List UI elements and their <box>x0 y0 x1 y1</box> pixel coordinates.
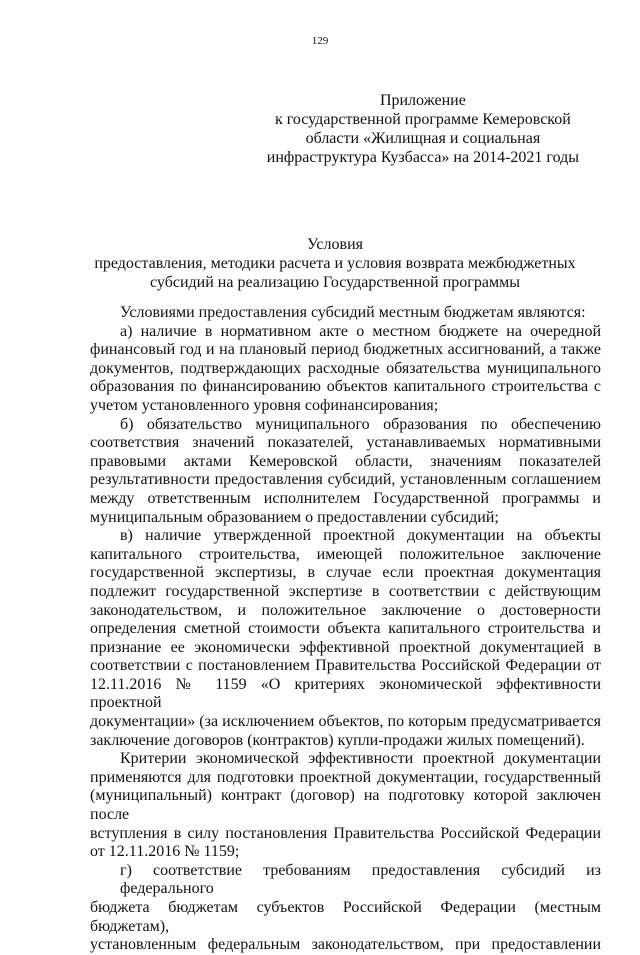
appendix-line: области «Жилищная и социальная <box>305 130 541 147</box>
paragraph-line: законодательством, и положительное заключение о достоверности <box>90 601 601 619</box>
paragraph-line: результативности предоставления субсидий, установленным соглашением <box>90 471 601 489</box>
paragraph-line: муниципальным образованием о предоставлении субсидий; <box>90 508 499 526</box>
paragraph-line: заключение договоров (контрактов) купли-продажи жилых помещений). <box>90 731 585 749</box>
appendix-line: к государственной программе Кемеровской <box>274 111 571 128</box>
paragraph-line: учетом установленного уровня софинансирования; <box>90 396 439 414</box>
paragraph-v <box>90 527 601 750</box>
appendix-line: инфраструктура Кузбасса» на 2014-2021 годы <box>266 149 579 166</box>
paragraph-line: капитального строительства, имеющей положительное заключение <box>90 545 601 563</box>
paragraph-line: 12.11.2016 № 1159 «О критериях экономической эффективности проектной <box>90 675 601 712</box>
page-number: 129 <box>311 35 329 47</box>
paragraph-line: г) соответствие требованиям предоставления субсидий из федерального <box>120 861 601 898</box>
intro-paragraph: Условиями предоставления субсидий местным бюджетам являются: <box>120 304 586 321</box>
paragraph-line: образования по финансированию объектов капитального строительства с <box>90 378 601 396</box>
paragraph-line: финансовый год и на плановый период бюджетных ассигнований, а также <box>90 341 601 359</box>
paragraph-line: документов, подтверждающих расходные обязательства муниципального <box>90 359 601 377</box>
paragraph-line: между ответственным исполнителем Государственной программы и <box>90 489 601 507</box>
paragraph-line: соответствия значений показателей, устанавливаемых нормативными <box>90 434 601 452</box>
paragraph-line: Критерии экономической эффективности проектной документации <box>120 750 601 768</box>
paragraph-line: применяются для подготовки проектной документации, государственный <box>90 768 601 786</box>
paragraph-line: а) наличие в нормативном акте о местном бюджете на очередной <box>120 322 601 340</box>
paragraph-line: признание ее экономически эффективной проектной документацией в <box>90 638 601 656</box>
paragraph-line: государственной экспертизы, в случае если проектная документация <box>90 564 601 582</box>
paragraph-line: соответствии с постановлением Правительства Российской Федерации от <box>90 657 601 675</box>
title-line: предоставления, методики расчета и условия возврата межбюджетных <box>94 255 576 272</box>
paragraph-line: (муниципальный) контракт (договор) на подготовку которой заключен после <box>90 787 601 824</box>
paragraph-line: определения сметной стоимости объекта капитального строительства и <box>90 620 601 638</box>
paragraph-line: установленным федеральным законодательством, при предоставлении <box>90 936 601 954</box>
paragraph-line: б) обязательство муниципального образования по обеспечению <box>120 415 601 433</box>
paragraph-line: от 12.11.2016 № 1159; <box>90 843 240 861</box>
paragraph-line: в) наличие утвержденной проектной документации на объекты <box>120 527 601 545</box>
paragraph-line: бюджета бюджетам субъектов Российской Федерации (местным бюджетам), <box>90 899 601 935</box>
paragraph-b <box>90 416 601 528</box>
title-line: Условия <box>307 236 363 253</box>
title-line: субсидий на реализацию Государственной программы <box>150 274 520 291</box>
appendix-heading <box>267 91 579 167</box>
paragraph-line: правовыми актами Кемеровской области, значениям показателей <box>90 452 601 470</box>
document-body <box>90 304 601 955</box>
document-title <box>90 235 580 292</box>
paragraph-line: подлежит государственной экспертизе в соответствии с действующим <box>90 582 601 600</box>
paragraph-line: документации» (за исключением объектов, по которым предусматривается <box>90 713 601 731</box>
paragraph-a <box>90 323 601 416</box>
paragraph-line: вступления в силу постановления Правительства Российской Федерации <box>90 824 601 842</box>
paragraph-criteria <box>90 750 601 862</box>
appendix-line: Приложение <box>379 92 466 109</box>
paragraph-g <box>90 862 601 955</box>
